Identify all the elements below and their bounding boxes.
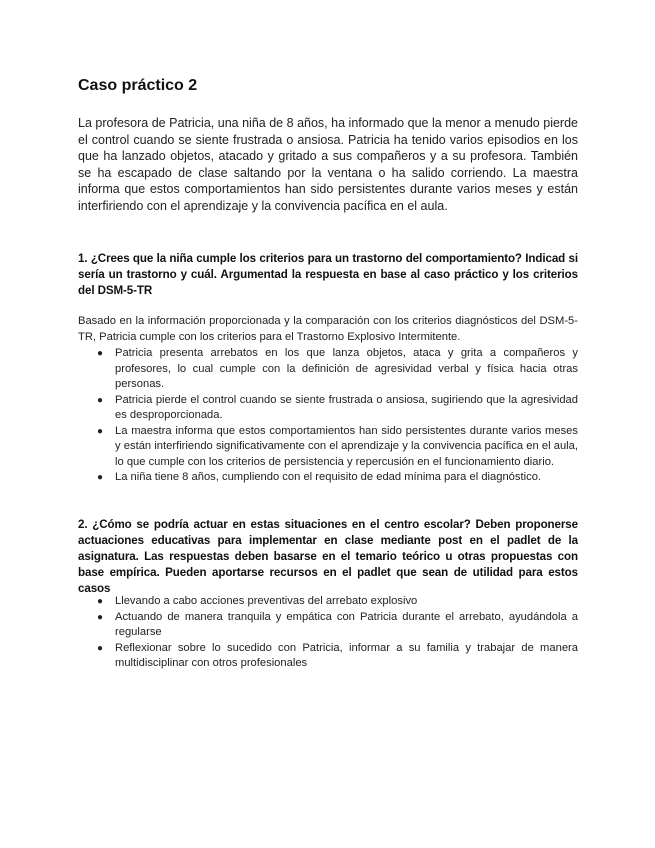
list-item-text: Actuando de manera tranquila y empática con Patricia durante el arrebato, ayudándola a regularse bbox=[115, 610, 578, 638]
list-item bbox=[78, 470, 578, 486]
list-item-text: Patricia pierde el control cuando se siente frustrada o ansiosa, sugiriendo que la agresividad es desproporcionada. bbox=[115, 393, 578, 421]
question-2: 2. ¿Cómo se podría actuar en estas situaciones en el centro escolar? Deben proponerse actuaciones educativas para implementar en clase mediante post en el padlet de la asignatura. Las respuestas deben basarse en el temario teórico u otras propuestas con base empírica. Pueden aportarse recursos en el padlet que sean de utilidad para estos casos bbox=[78, 518, 578, 595]
list-item-text: Reflexionar sobre lo sucedido con Patricia, informar a su familia y trabajar de manera multidisciplinar con otros profesionales bbox=[115, 641, 578, 669]
bullet-icon: ● bbox=[97, 394, 104, 406]
list-item bbox=[78, 641, 578, 672]
bullet-icon: ● bbox=[97, 596, 104, 607]
list-item-text: Llevando a cabo acciones preventivas del arrebato explosivo bbox=[115, 595, 418, 607]
list-item bbox=[78, 346, 578, 393]
answer-2-list bbox=[78, 594, 578, 672]
bullet-icon: ● bbox=[97, 642, 104, 654]
list-item bbox=[78, 424, 578, 471]
document-title: Caso práctico 2 bbox=[78, 77, 198, 94]
answer-1-intro: Basado en la información proporcionada y la comparación con los criterios diagnósticos del DSM-5-TR, Patricia cumple con los criterios para el Trastorno Explosivo Intermitente. bbox=[78, 315, 578, 343]
list-item bbox=[78, 393, 578, 424]
bullet-icon: ● bbox=[97, 611, 104, 623]
list-item bbox=[78, 594, 578, 610]
list-item-text: La maestra informa que estos comportamientos han sido persistentes durante varios meses y están interfiriendo significativamente con el aprendizaje y la convivencia pacífica en el aula, lo que cumple con los criterios de persistencia y repercusión en el funcionamiento diario. bbox=[115, 424, 578, 468]
answer-1-list bbox=[78, 346, 578, 486]
case-description: La profesora de Patricia, una niña de 8 años, ha informado que la menor a menudo pierde el control cuando se siente frustrada o ansiosa. Patricia ha tenido varios episodios en los que ha lanzado objetos, atacado y gritado a sus compañeros y a su profesora. También se ha escapado de clase saltando por la ventana o ha salido corriendo. La maestra informa que estos comportamientos han sido persistentes durante varios meses y están interfiriendo con el aprendizaje y la convivencia pacífica en el aula. bbox=[78, 116, 578, 213]
question-1: 1. ¿Crees que la niña cumple los criterios para un trastorno del comportamiento? Indicad si sería un trastorno y cuál. Argumentad la respuesta en base al caso práctico y los criterios del DSM-5-TR bbox=[78, 252, 578, 297]
bullet-icon: ● bbox=[97, 348, 104, 359]
list-item bbox=[78, 610, 578, 641]
list-item-text: Patricia presenta arrebatos en los que lanza objetos, ataca y grita a compañeros y profesores, lo cual cumple con la definición de agresividad verbal y física hacia otras personas. bbox=[115, 347, 578, 390]
bullet-icon: ● bbox=[97, 472, 104, 483]
bullet-icon: ● bbox=[97, 425, 104, 437]
list-item-text: La niña tiene 8 años, cumpliendo con el requisito de edad mínima para el diagnóstico. bbox=[115, 471, 542, 483]
